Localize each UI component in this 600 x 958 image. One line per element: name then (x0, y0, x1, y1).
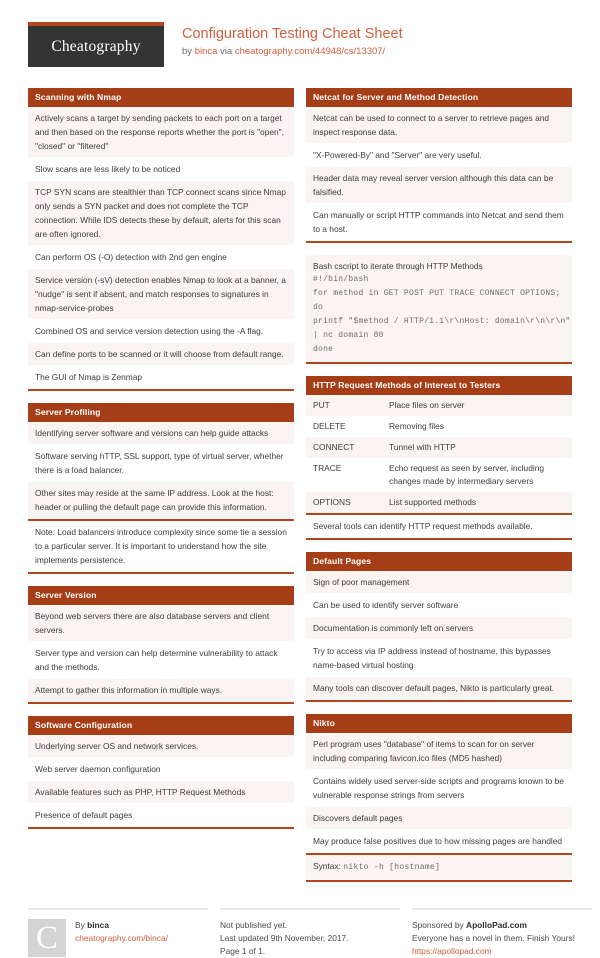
publish-status: Not published yet. (220, 920, 288, 930)
card-row: Service version (-sV) detection enables Nmap to look at a banner, a "nudge" is sent if absent, and match responses to signatures in nmap-service-probes (28, 269, 294, 320)
card-row: Beyond web servers there are also database servers and client servers. (28, 605, 294, 642)
card-default-pages (306, 552, 572, 702)
card-row: Available features such as PHP, HTTP Request Methods (28, 781, 294, 804)
syntax-code: nikto -h [hostname] (343, 863, 441, 872)
card-row: Presence of default pages (28, 804, 294, 827)
page-title: Configuration Testing Cheat Sheet (182, 26, 403, 42)
card-row: Can define ports to be scanned or it will choose from default range. (28, 343, 294, 366)
card-http-request-methods (306, 376, 572, 540)
card-title: Nikto (306, 714, 572, 733)
author-link[interactable]: binca (194, 46, 218, 57)
method-description: Echo request as seen by server, including changes made by intermediary servers (382, 458, 572, 492)
author-line (75, 919, 168, 932)
author-profile-link[interactable]: cheatography.com/binca/ (75, 933, 168, 943)
page-header (28, 22, 572, 80)
card-row: Header data may reveal server version although this data can be falsified. (306, 167, 572, 204)
card-row: Netcat can be used to connect to a server to retrieve pages and inspect response data. (306, 107, 572, 144)
sponsor-info (412, 919, 575, 958)
logo-text: Cheatography (51, 37, 141, 55)
card-row: May produce false positives due to how missing pages are handled (306, 830, 572, 853)
byline-prefix: by (182, 46, 195, 57)
sponsor-url-link[interactable]: https://apollopad.com (412, 946, 492, 956)
card-row: Perl program uses "database" of items to scan for on server including comparing favicon.ico files (MD5 hashed) (306, 733, 572, 770)
code-caption: Bash cscript to iterate through HTTP Methods (313, 261, 483, 271)
footer-publish-column (220, 908, 400, 958)
card-server-profiling (28, 403, 294, 574)
card-row: The GUI of Nmap is Zenmap (28, 366, 294, 389)
syntax-row (306, 853, 572, 880)
card-title: Netcat for Server and Method Detection (306, 88, 572, 107)
card-row: Underlying server OS and network services. (28, 735, 294, 758)
content-columns (28, 88, 572, 894)
footer-sponsor-column (412, 908, 592, 958)
byline-via: via (217, 46, 235, 57)
author-info (66, 919, 168, 958)
code-line: | nc domain 80 (313, 331, 384, 340)
card-row: Other sites may reside at the same IP address. Look at the host: header or pulling the default page can provide this information. (28, 482, 294, 519)
table-row (306, 395, 572, 416)
table-row (306, 437, 572, 458)
sponsor-tagline: Everyone has a novel in them. Finish Yours! (412, 933, 575, 943)
card-row: TCP SYN scans are stealthier than TCP connect scans since Nmap only sends a SYN packet and does not complete the TCP connection. While IDS detects these by default, alerts for this scan are often ignored. (28, 181, 294, 246)
card-software-configuration (28, 716, 294, 829)
card-title: Server Version (28, 586, 294, 605)
card-row: Combined OS and service version detection using the -A flag. (28, 320, 294, 343)
card-row: Discovers default pages (306, 807, 572, 830)
last-updated: Last updated 9th November, 2017. (220, 933, 349, 943)
card-row: Identifying server software and versions can help guide attacks (28, 422, 294, 445)
author-prefix: By (75, 920, 88, 930)
card-row: Web server daemon configuration (28, 758, 294, 781)
code-block (306, 255, 572, 362)
method-name: PUT (306, 395, 382, 416)
right-column (306, 88, 572, 894)
table-row (306, 458, 572, 492)
card-row: Actively scans a target by sending packets to each port on a target and then based on the response reports whether the port is "open", "closed" or "filtered" (28, 107, 294, 158)
code-line: done (313, 345, 334, 354)
card-row: Slow scans are less likely to be noticed (28, 158, 294, 181)
card-note-row: Note: Load balancers introduce complexity since some tie a session to a particular server. It is important to understand how the site implements persistence. (28, 519, 294, 572)
card-scanning-with-nmap (28, 88, 294, 391)
method-description: Place files on server (382, 395, 572, 416)
card-row: Try to access via IP address instead of hostname, this bypasses name-based virtual hosting (306, 640, 572, 677)
card-title: HTTP Request Methods of Interest to Testers (306, 376, 572, 395)
card-row: Contains widely used server-side scripts and programs known to be vulnerable response strings from servers (306, 770, 572, 807)
page-footer (28, 908, 575, 958)
card-row: Server type and version can help determine vulnerability to attack and the methods. (28, 642, 294, 679)
card-title: Server Profiling (28, 403, 294, 422)
code-line: for method in GET POST PUT TRACE CONNECT OPTIONS; (313, 289, 561, 298)
card-server-version (28, 586, 294, 704)
card-row: "X-Powered-By" and "Server" are very useful. (306, 144, 572, 167)
table-row (306, 416, 572, 437)
code-line: do (313, 303, 324, 312)
publish-info (220, 919, 349, 958)
card-row: Can be used to identify server software (306, 594, 572, 617)
sponsor-name: ApolloPad.com (466, 920, 527, 930)
method-name: OPTIONS (306, 492, 382, 513)
code-line: printf "$method / HTTP/1.1\r\nHost: domain\r\n\r\n" (313, 317, 571, 326)
method-name: TRACE (306, 458, 382, 492)
card-row: Many tools can discover default pages, Nikto is particularly great. (306, 677, 572, 700)
method-name: DELETE (306, 416, 382, 437)
method-description: Tunnel with HTTP (382, 437, 572, 458)
card-bash-script (306, 255, 572, 364)
card-row: Can perform OS (-O) detection with 2nd gen engine (28, 246, 294, 269)
card-title: Default Pages (306, 552, 572, 571)
card-netcat-detection (306, 88, 572, 243)
table-footnote: Several tools can identify HTTP request methods available. (306, 513, 572, 538)
author-name: binca (87, 920, 109, 930)
methods-table (306, 395, 572, 513)
sponsor-prefix: Sponsored by (412, 920, 467, 930)
card-row: Software serving hTTP, SSL support, type of virtual server, whether there is a load balancer. (28, 445, 294, 482)
card-title: Scanning with Nmap (28, 88, 294, 107)
cheatography-logo[interactable] (28, 22, 164, 67)
method-description: Removing files (382, 416, 572, 437)
card-title: Software Configuration (28, 716, 294, 735)
source-url-link[interactable]: cheatography.com/44948/cs/13307/ (234, 46, 386, 57)
code-line: #!/bin/bash (313, 275, 369, 284)
sponsor-line (412, 919, 575, 932)
syntax-label: Syntax: (313, 861, 341, 871)
header-titles (164, 22, 403, 58)
card-row: Can manually or script HTTP commands into Netcat and send them to a host. (306, 204, 572, 241)
card-nikto (306, 714, 572, 882)
byline (182, 45, 403, 58)
page-number: Page 1 of 1. (220, 946, 266, 956)
card-row: Documentation is commonly left on servers (306, 617, 572, 640)
table-row (306, 492, 572, 513)
avatar: C (28, 919, 66, 957)
card-row: Attempt to gather this information in multiple ways. (28, 679, 294, 702)
footer-author-column (28, 908, 208, 958)
method-name: CONNECT (306, 437, 382, 458)
method-description: List supported methods (382, 492, 572, 513)
card-row: Sign of poor management (306, 571, 572, 594)
left-column (28, 88, 294, 894)
